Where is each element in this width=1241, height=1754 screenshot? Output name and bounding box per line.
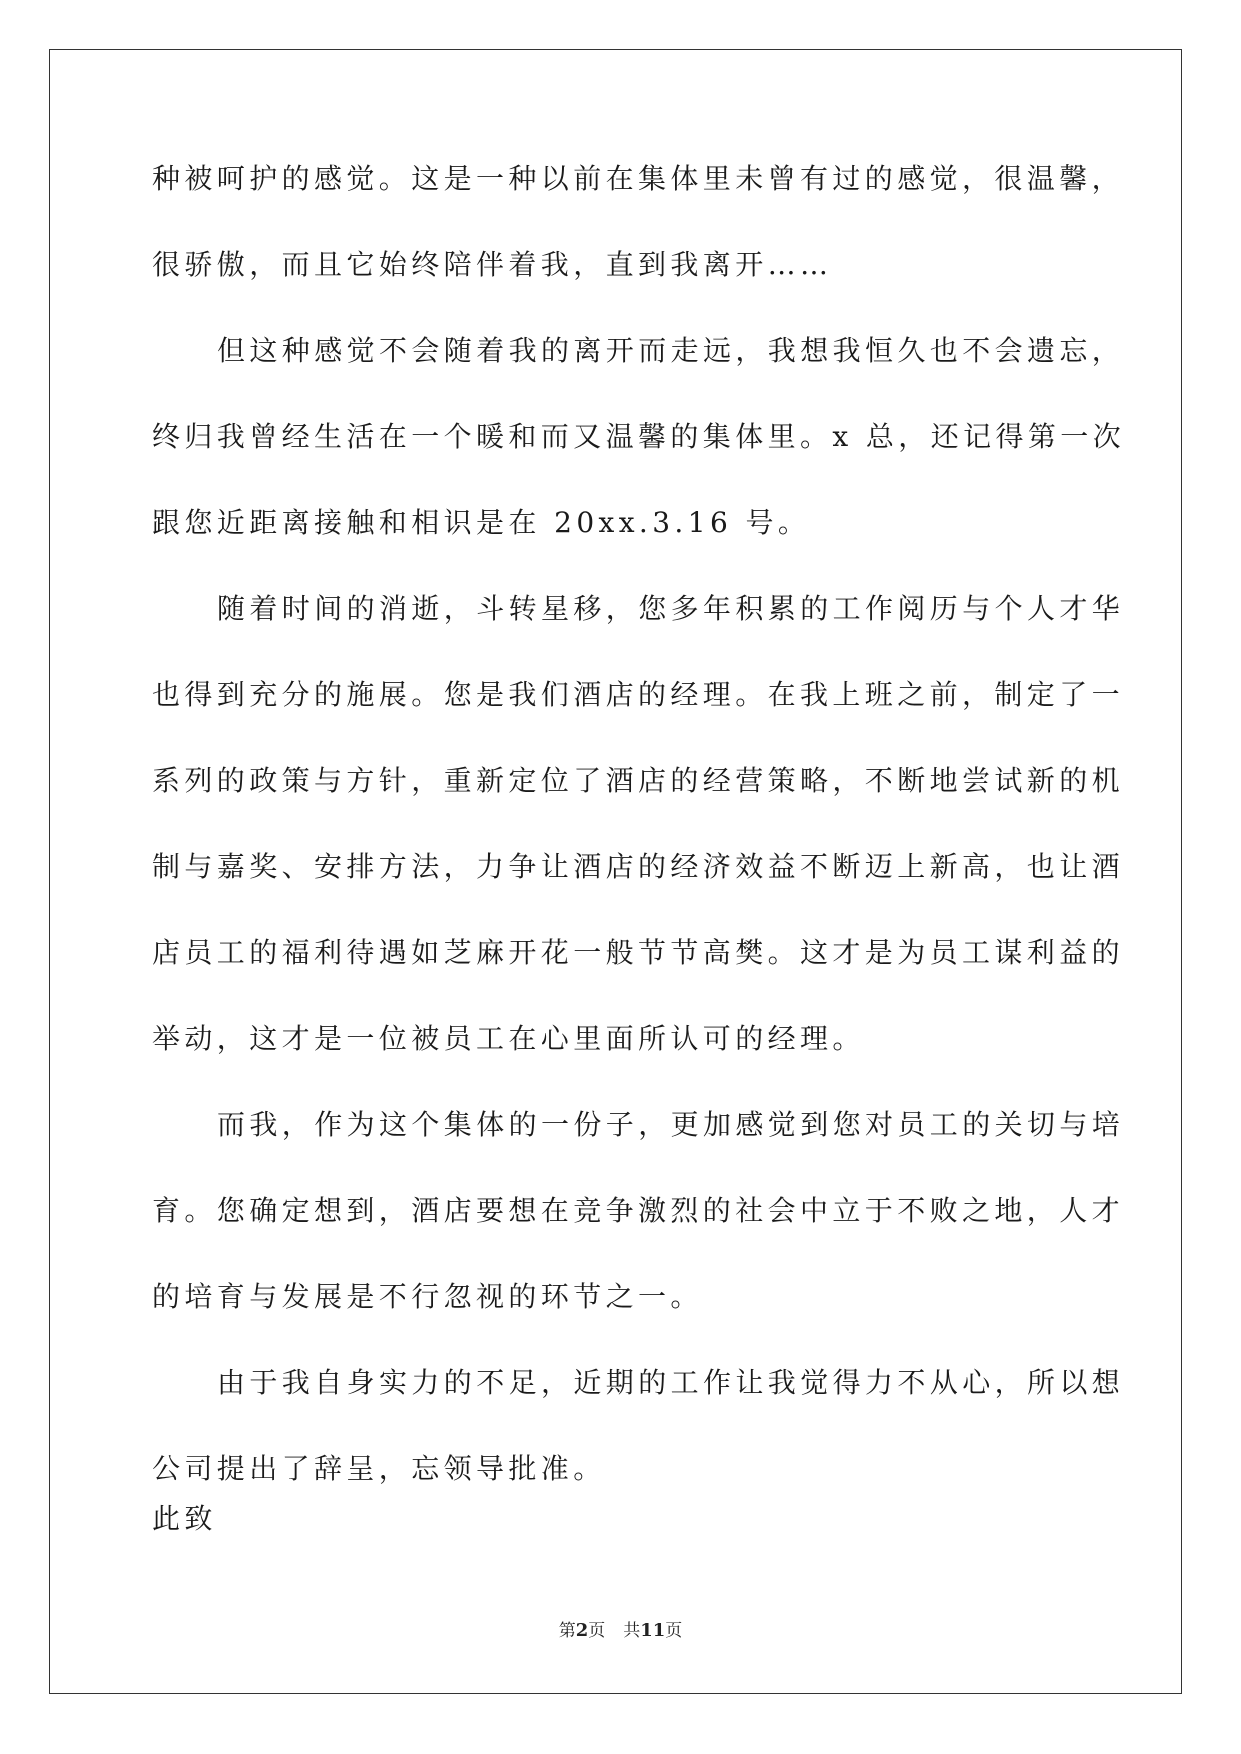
page-number: 2: [575, 1620, 589, 1641]
text-line-11: 举动，这才是一位被员工在心里面所认可的经理。: [152, 1022, 865, 1055]
text-line-3: 但这种感觉不会随着我的离开而走远，我想我恒久也不会遗忘，: [217, 334, 1125, 367]
text-line-5: 跟您近距离接触和相识是在 20xx.3.16 号。: [152, 506, 811, 539]
text-line-2: 很骄傲，而且它始终陪伴着我，直到我离开……: [152, 248, 833, 281]
text-line-1: 种被呵护的感觉。这是一种以前在集体里未曾有过的感觉，很温馨，: [152, 162, 1125, 195]
page-suffix: 页: [588, 1621, 606, 1641]
total-pages: 11: [640, 1620, 666, 1641]
text-line-12: 而我，作为这个集体的一份子，更加感觉到您对员工的关切与培: [217, 1108, 1125, 1141]
page-footer: [0, 1620, 1241, 1642]
page-prefix: 第: [558, 1621, 576, 1641]
text-line-10: 店员工的福利待遇如芝麻开花一般节节高樊。这才是为员工谋利益的: [152, 936, 1125, 969]
text-line-15: 由于我自身实力的不足，近期的工作让我觉得力不从心，所以想: [217, 1366, 1125, 1399]
total-prefix: 共: [623, 1621, 641, 1641]
text-line-6: 随着时间的消逝，斗转星移，您多年积累的工作阅历与个人才华: [217, 592, 1125, 625]
text-line-16: 公司提出了辞呈，忘领导批准。: [152, 1452, 606, 1485]
total-suffix: 页: [665, 1621, 683, 1641]
text-line-13: 育。您确定想到，酒店要想在竞争激烈的社会中立于不败之地，人才: [152, 1194, 1125, 1227]
text-line-4: 终归我曾经生活在一个暖和而又温馨的集体里。x 总，还记得第一次: [152, 420, 1126, 453]
text-line-7: 也得到充分的施展。您是我们酒店的经理。在我上班之前，制定了一: [152, 678, 1125, 711]
text-line-14: 的培育与发展是不行忽视的环节之一。: [152, 1280, 703, 1313]
closing-salutation: 此致: [152, 1502, 217, 1535]
text-line-8: 系列的政策与方针，重新定位了酒店的经营策略，不断地尝试新的机: [152, 764, 1125, 797]
text-line-9: 制与嘉奖、安排方法，力争让酒店的经济效益不断迈上新高，也让酒: [152, 850, 1125, 883]
document-body: [152, 160, 1126, 1586]
